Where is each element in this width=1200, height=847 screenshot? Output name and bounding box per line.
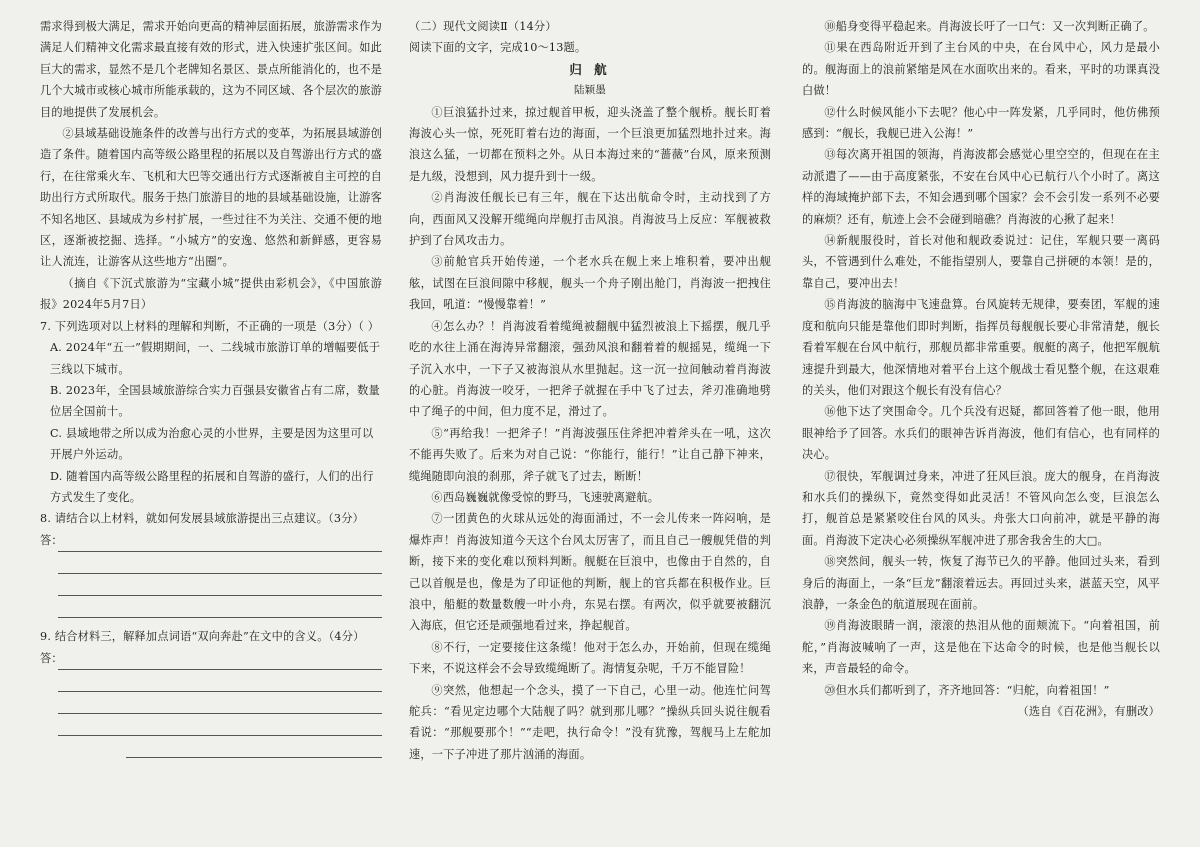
article-title: 归 航	[569, 61, 611, 77]
column-left	[40, 16, 382, 758]
answer-line[interactable]	[58, 648, 382, 670]
article-para-18: ⑱突然间，舰头一转，恢复了海节已久的平静。他回过头来，看到身后的海面上，一条“巨龙”翻滚着远去。再回过头来，湛蓝天空，风平浪静，一条金色的航道展现在面前。	[802, 555, 1160, 611]
article-para-14: ⑭新舰服役时，首长对他和舰政委说过：记住，军舰只要一离码头，不管遇到什么难处，不能指望别人，要靠自己拼硬的本领！是的，靠自己，要冲出去！	[802, 234, 1160, 290]
question-9	[40, 626, 382, 758]
answer-line[interactable]	[58, 574, 382, 596]
question-9-answer-label: 答：	[40, 651, 63, 665]
article-para-9: ⑨突然，他想起一个念头，摸了一下自己，心里一动。他连忙问驾舵兵：“看见定边哪个大陆舰了吗？就到那儿哪？”操纵兵回头说往舰看看说：“那舰要那个！”“走吧，执行命令！”没有犹豫，驾舰马上左舵加速，一下子冲进了那片汹涌的海面。	[409, 683, 771, 761]
answer-line[interactable]	[58, 530, 382, 552]
article-para-7: ⑦一团黄色的火球从远处的海面涌过，不一会儿传来一阵闷响，是爆炸声！肖海波知道今天这个台风太厉害了，而且自己一艘舰凭借的判断，接下来的变化难以预料判断。舰艇在巨浪中，也像由于自然的，自己以首舰是也，像是为了印证他的判断，舰上的官兵都在积极作业。巨浪中，船艇的数量数艘一叶小舟，东晃右摆。有两次，似乎就要被翻沉入海底，但它还是顽强地看过来，挣起舰首。	[409, 512, 771, 633]
material-two-continued: 需求得到极大满足，需求开始向更高的精神层面拓展，旅游需求作为满足人们精神文化需求最直接有效的形式，进入快速扩张区间。如此巨大的需求，显然不是几个老牌知名景区、景点所能消化的，也不是几个大城市或核心城市所能承载的，这为不同区域、各个层次的旅游目的地提供了发展机会。	[40, 20, 382, 119]
article-para-11: ⑪果在西岛附近开到了主台风的中央，在台风中心，风力是最小的。舰海面上的浪前紧缩是风在水面吹出来的。看来，平时的功课真没白做！	[802, 41, 1160, 98]
question-8	[40, 508, 382, 618]
question-8-answer-label: 答：	[40, 533, 63, 547]
article-para-1: ①巨浪猛扑过来，掠过舰首甲板，迎头浇盖了整个舰桥。舰长盯着海波心头一惊，死死盯着右边的海面，一个巨浪更加猛烈地扑过来。海浪这么猛，一切都在预料之外。从日本海过来的“蔷薇”台风，原来预测是九级，没想到，风力提升到十一级。	[409, 105, 771, 183]
column-right	[802, 16, 1160, 722]
question-7-option-a: A. 2024年“五一”假期期间，一、二线城市旅游订单的增幅要低于三线以下城市。	[50, 341, 381, 376]
article-para-2: ②肖海波任舰长已有三年，舰在下达出航命令时，主动找到了方向，西面风又没解开缆绳向岸舰打击风浪。肖海波马上反应：军舰被救护到了台风攻击力。	[409, 191, 771, 248]
answer-line[interactable]	[58, 596, 382, 618]
article-para-6: ⑥西岛巍巍就像受惊的野马，飞速驶离避航。	[431, 490, 660, 504]
article-para-10: ⑩船身变得平稳起来。肖海波长吁了一口气：又一次判断正确了。	[824, 20, 1155, 33]
answer-line[interactable]	[58, 714, 382, 736]
article-para-4: ④怎么办？！肖海波看着缆绳被翻舰中猛烈被浪上下摇摆，舰几乎吃的水往上涌在海涛异常翻滚，强劲风浪和翻着着的舰摇晃，缆绳一下子沉入水中，一下子又被海浪从水里抛起。这一沉一拉间触动着肖海波的心脏。肖海波一咬牙，一把斧子就握在手中飞了过去，斧刃准确地劈中了绳子的中间，但力度不足，滑过了。	[409, 319, 771, 419]
article-para-5: ⑤“再给我！一把斧子！”肖海波强压住斧把冲着斧头在一吼，这次不能再失败了。后来为对自己说：“你能行，能行！”让自己静下神来，缆绳随即向浪的刹那，斧子就飞了过去，断断！	[409, 426, 771, 483]
article-para-16: ⑯他下达了突围命令。几个兵没有迟疑，都回答着了他一眼，他用眼神给予了回答。水兵们的眼神告诉肖海波，他们有信心，也有同样的决心。	[802, 405, 1160, 462]
question-7	[40, 316, 382, 509]
article-para-15: ⑮肖海波的脑海中飞速盘算。台风旋转无规律，要奏团，军舰的速度和航向只能是靠他们即时判断，指挥员每舰舰长要心非常清楚，舰长看着军舰在台风中航行，那舰员都非常重要。舰艇的离子，他把军舰航速提升到最大，他深情地对着平台上这个舰战士看见整个舰，在这艰难的关头，他们对跟这个舰长有没有信心？	[802, 298, 1160, 397]
answer-line[interactable]	[58, 670, 382, 692]
article-para-13: ⑬每次离开祖国的领海，肖海波都会感觉心里空空的，但现在在主动派遣了——由于高度紧张，不安在台风中心已航行八个小时了。离这样的海域掩护部下去，不知会遇到哪个国家？会不会引发一系列不必要的麻烦？还有，航迹上会不会碰到暗礁？肖海波的心揪了起来！	[802, 148, 1160, 226]
answer-line[interactable]	[58, 552, 382, 574]
section-heading: （二）现代文阅读Ⅱ（14分）	[409, 20, 557, 33]
article-para-8: ⑧不行，一定要接住这条缆！他对于怎么办，开始前，但现在缆绳下来，不说这样会不会导致缆绳断了。海情复杂呢，千万不能冒险！	[409, 640, 771, 676]
question-7-stem: 7. 下列选项对以上材料的理解和判断，不正确的一项是（3分）（ ）	[40, 319, 380, 333]
question-7-option-d: D. 随着国内高等级公路里程的拓展和自驾游的盛行，人们的出行方式发生了变化。	[50, 469, 374, 504]
article-source: （选自《百花洲》，有删改）	[1017, 705, 1160, 718]
article-para-3: ③前舱官兵开始传递，一个老水兵在舰上来上堆积着，要冲出舰舷，试图在巨浪间隙中移舰，舰头一个舟子刚出舱门，肖海波一把拽住我回，吼道：“慢慢靠着！”	[409, 255, 771, 312]
material-two-para-2: ②县域基础设施条件的改善与出行方式的变革，为拓展县域游创造了条件。随着国内高等级公路里程的拓展以及自驾游出行方式的盛行，在往常乘火车、飞机和大巴等交通出行方式逐渐被自主可控的自助出行方式所取代。服务于热门旅游目的地的县域基础设施，让游客不知名地区、县域成为乡村扩展，一些过往不为关注、交通不便的地区，逐渐被挖掘、选择。“小城方”的安逸、悠然和新鲜感，更容易让人流连，让游客从这些地方“出圈”。	[40, 127, 382, 269]
answer-line[interactable]	[126, 736, 382, 758]
article-para-17: ⑰很快，军舰调过身来，冲进了狂风巨浪。庞大的舰身，在肖海波和水兵们的操纵下，竟然变得如此灵活！不管风向怎么变，巨浪怎么打，舰首总是紧紧咬住台风的风头。舟张大口向前冲，就是平静的海面。肖海波下定决心必须操纵军舰冲进了那舍我舍生的大□。	[802, 469, 1160, 547]
answer-line[interactable]	[58, 692, 382, 714]
article-author: 陆颖墨	[573, 84, 607, 97]
question-8-stem: 8. 请结合以上材料，就如何发展县域旅游提出三点建议。（3分）	[40, 512, 365, 526]
question-7-option-b: B. 2023年，全国县域旅游综合实力百强县安徽省占有二席，数量位居全国前十。	[50, 383, 380, 419]
column-middle	[409, 16, 771, 765]
question-9-stem: 9. 结合材料三，解释加点词语“双向奔赴”在文中的含义。（4分）	[40, 630, 365, 644]
question-7-option-c: C. 县域地带之所以成为治愈心灵的小世界，主要是因为这里可以开展户外运动。	[50, 426, 374, 462]
article-para-19: ⑲肖海波眼睛一润，滚滚的热泪从他的面颊流下。“向着祖国，前舵，”肖海波喊响了一声，这是他在下达命令的时候，也是他当舰长以来，声音最轻的命令。	[802, 619, 1160, 676]
article-para-12: ⑫什么时候风能小下去呢？他心中一阵发紧，几乎同时，他仿佛预感到：“舰长，我舰已进入公海！”	[802, 105, 1160, 141]
material-source: （摘自《下沉式旅游为“宝藏小城”提供由彩机会》，《中国旅游报》2024年5月7日）	[40, 276, 382, 312]
reading-instruction: 阅读下面的文字，完成10～13题。	[409, 41, 587, 55]
article-para-20: ⑳但水兵们都听到了，齐齐地回答：“归舵，向着祖国！”	[824, 683, 1110, 697]
